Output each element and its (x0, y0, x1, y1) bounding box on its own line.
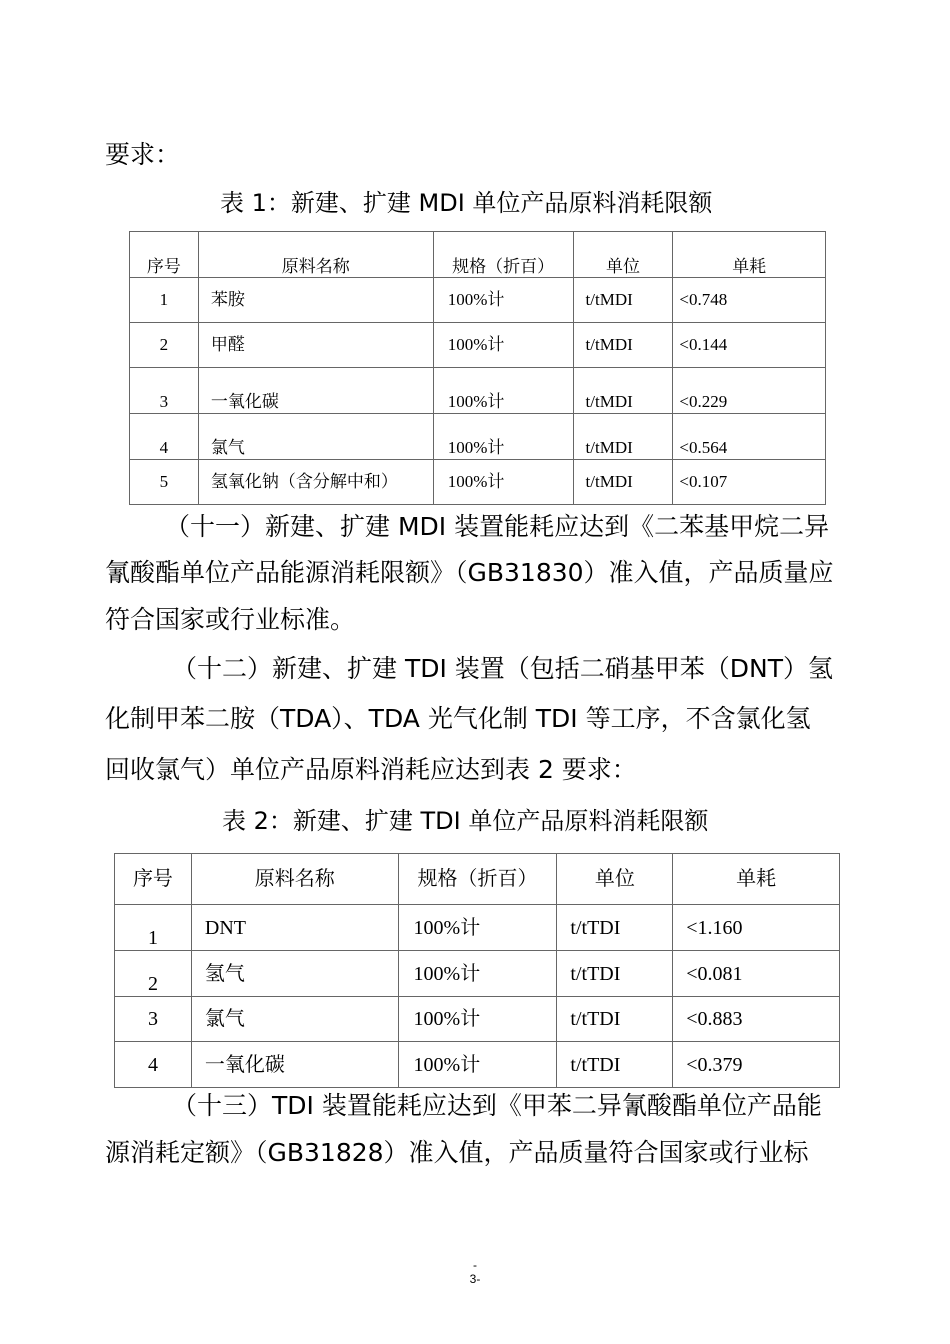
table-cell: 100%计 (433, 414, 573, 460)
table-row (130, 323, 826, 368)
table-row (115, 951, 840, 997)
para12-line-1: （十二）新建、扩建 TDI 装置（包括二硝基甲苯（DNT）氢 (172, 654, 834, 683)
table-cell: 100%计 (433, 460, 573, 505)
table-cell: 4 (115, 1042, 192, 1088)
table-cell: <1.160 (673, 905, 840, 951)
table-cell: t/tMDI (573, 323, 673, 368)
table-cell: 3 (130, 368, 199, 414)
table-cell: 100%计 (398, 1042, 557, 1088)
table-cell: <0.107 (673, 460, 826, 505)
table1 (129, 231, 826, 505)
table-cell: 2 (130, 323, 199, 368)
table-cell: 氯气 (198, 414, 433, 460)
table1-header-cell: 单耗 (673, 232, 826, 278)
table-cell: t/tMDI (573, 460, 673, 505)
table2-header-cell: 单位 (557, 854, 673, 905)
table2-header-row (115, 854, 840, 905)
para11-line-1: （十一）新建、扩建 MDI 装置能耗应达到《二苯基甲烷二异 (165, 512, 830, 541)
table1-header-cell: 单位 (573, 232, 673, 278)
table-row (130, 414, 826, 460)
table-cell: <0.081 (673, 951, 840, 997)
table-row (130, 460, 826, 505)
intro-text: 要求： (105, 140, 181, 169)
table-cell: DNT (191, 905, 398, 951)
table-cell: 氢气 (191, 951, 398, 997)
table-row (115, 1042, 840, 1088)
table-cell: 3 (115, 997, 192, 1042)
table-cell: <0.379 (673, 1042, 840, 1088)
table-cell: <0.229 (673, 368, 826, 414)
table-cell: 100%计 (398, 951, 557, 997)
table-cell: t/tTDI (557, 905, 673, 951)
table2-header-cell: 单耗 (673, 854, 840, 905)
table-cell: 氢氧化钠（含分解中和） (198, 460, 433, 505)
table1-header-row (130, 232, 826, 278)
table-cell: 4 (130, 414, 199, 460)
table-cell: <0.748 (673, 278, 826, 323)
para11-line-3: 符合国家或行业标准。 (105, 605, 356, 634)
table2 (114, 853, 840, 1088)
table2-header-cell: 规格（折百） (398, 854, 557, 905)
table-cell: 甲醛 (198, 323, 433, 368)
table1-header-cell: 规格（折百） (433, 232, 573, 278)
table-cell: 100%计 (433, 323, 573, 368)
table-cell: t/tMDI (573, 278, 673, 323)
table-cell: t/tTDI (557, 1042, 673, 1088)
table-cell: t/tMDI (573, 368, 673, 414)
table-cell: 100%计 (398, 997, 557, 1042)
table1-header-cell: 序号 (130, 232, 199, 278)
table-cell: 一氧化碳 (191, 1042, 398, 1088)
table-cell: 1 (130, 278, 199, 323)
para13-line-1: （十三）TDI 装置能耗应达到《甲苯二异氰酸酯单位产品能 (172, 1091, 822, 1120)
table-row (130, 368, 826, 414)
footer-dash: - (473, 1258, 477, 1272)
page-number: 3- (469, 1272, 481, 1286)
para12-line-2: 化制甲苯二胺（TDA）、TDA 光气化制 TDI 等工序，不含氯化氢 (105, 704, 811, 733)
table-cell: <0.144 (673, 323, 826, 368)
table1-header-cell: 原料名称 (198, 232, 433, 278)
table2-header-cell: 序号 (115, 854, 192, 905)
table1-caption: 表 1：新建、扩建 MDI 单位产品原料消耗限额 (220, 189, 713, 217)
table-cell: 氯气 (191, 997, 398, 1042)
table-cell: <0.564 (673, 414, 826, 460)
para11-line-2: 氰酸酯单位产品能源消耗限额》（GB31830）准入值，产品质量应 (105, 558, 834, 587)
table-cell: 5 (130, 460, 199, 505)
table-row (115, 905, 840, 951)
table-row (130, 278, 826, 323)
table2-caption: 表 2：新建、扩建 TDI 单位产品原料消耗限额 (222, 807, 709, 835)
table-cell: t/tTDI (557, 997, 673, 1042)
table-row (115, 997, 840, 1042)
table-cell: 一氧化碳 (198, 368, 433, 414)
table-cell: 100%计 (433, 278, 573, 323)
table-cell: 100%计 (398, 905, 557, 951)
table2-header-cell: 原料名称 (191, 854, 398, 905)
table-cell: <0.883 (673, 997, 840, 1042)
para13-line-2: 源消耗定额》（GB31828）准入值，产品质量符合国家或行业标 (105, 1138, 809, 1167)
table-cell: t/tTDI (557, 951, 673, 997)
table-cell: 苯胺 (198, 278, 433, 323)
table-cell: 100%计 (433, 368, 573, 414)
table-cell: t/tMDI (573, 414, 673, 460)
table-cell: 2 (115, 951, 192, 997)
para12-line-3: 回收氯气）单位产品原料消耗应达到表 2 要求： (105, 755, 637, 784)
table-cell: 1 (115, 905, 192, 951)
